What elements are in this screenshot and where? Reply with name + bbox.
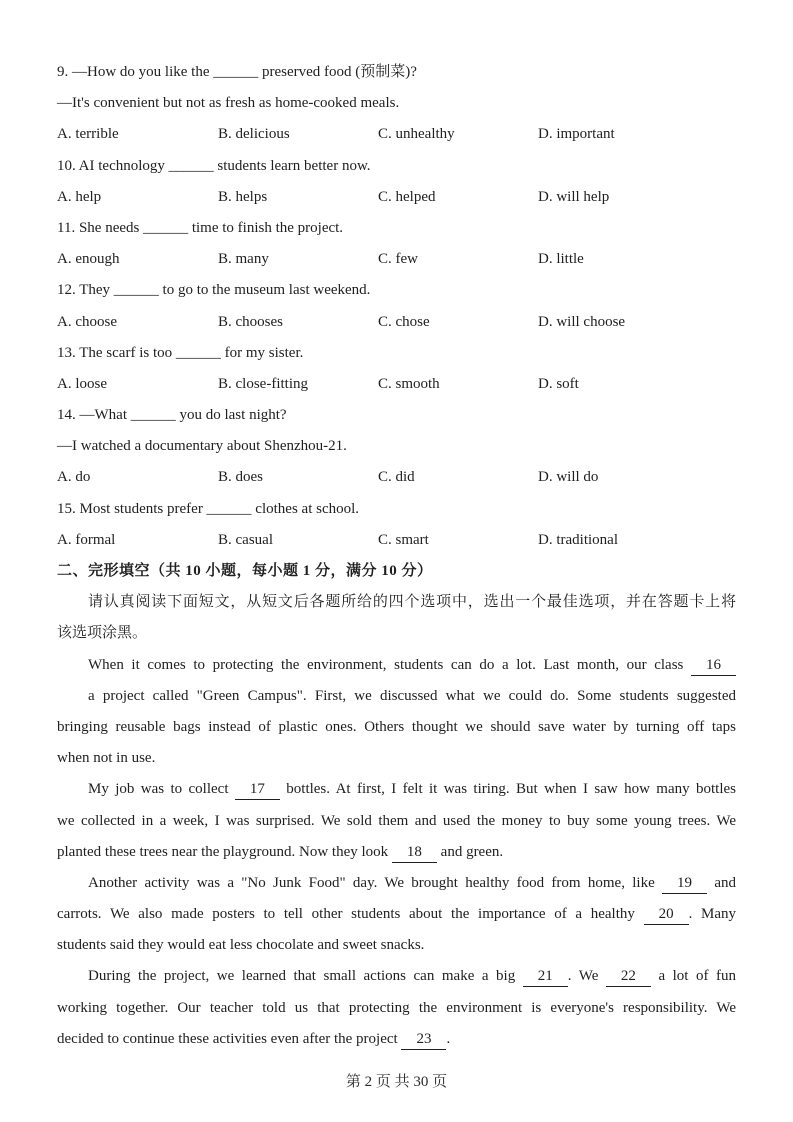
question-13-option-b: B. close-fitting (218, 375, 308, 392)
multiple-choice-section (57, 57, 736, 556)
question-14-option-c: C. did (378, 469, 415, 486)
numbered-blank-17: 17 (235, 780, 280, 800)
passage-line: decided to continue these activities even after the project 23 . (57, 1024, 736, 1055)
question-15-stem: 15. Most students prefer ______ clothes at school. (57, 500, 360, 517)
numbered-blank-16: 16 (691, 656, 736, 676)
question-14-response: —I watched a documentary about Shenzhou-21. (57, 438, 347, 455)
numbered-blank-23: 23 (401, 1030, 446, 1050)
question-14-stem: 14. —What ______ you do last night? (57, 407, 287, 424)
question-9-option-a: A. terrible (57, 126, 119, 143)
question-15-option-b: B. casual (218, 531, 273, 548)
passage-line: we collected in a week, I was surprised. We sold them and used the money to buy some young trees. We (57, 812, 736, 829)
question-12-option-b: B. chooses (218, 313, 283, 330)
question-15-options (57, 525, 736, 556)
question-10-options (57, 182, 736, 213)
question-9-response: —It's convenient but not as fresh as home-cooked meals. (57, 95, 400, 112)
question-14-option-d: D. will do (538, 469, 599, 486)
question-11-option-b: B. many (218, 251, 269, 268)
question-14-option-a: A. do (57, 469, 91, 486)
passage-line: carrots. We also made posters to tell other students about the importance of a healthy 20 . Many (57, 899, 736, 930)
cloze-passage (57, 650, 736, 1055)
passage-line: When it comes to protecting the environment, students can do a lot. Last month, our class 16 (57, 650, 736, 681)
passage-line: planted these trees near the playground. Now they look 18 and green. (57, 837, 736, 868)
question-13-option-a: A. loose (57, 375, 107, 392)
question-11-options (57, 244, 736, 275)
cloze-section-title: 二、完形填空（共 10 小题，每小题 1 分，满分 10 分） (57, 563, 433, 579)
question-10-option-b: B. helps (218, 188, 268, 205)
question-9-options (57, 119, 736, 150)
question-11-option-c: C. few (378, 251, 418, 268)
question-10-stem: 10. AI technology ______ students learn better now. (57, 157, 371, 174)
question-15-option-d: D. traditional (538, 531, 618, 548)
question-12-option-d: D. will choose (538, 313, 626, 330)
question-14-option-b: B. does (218, 469, 263, 486)
question-11-option-d: D. little (538, 251, 584, 268)
question-11-stem: 11. She needs ______ time to finish the project. (57, 219, 344, 236)
question-10-option-a: A. help (57, 188, 102, 205)
question-12-options (57, 307, 736, 338)
question-12-option-c: C. chose (378, 313, 430, 330)
passage-line: when not in use. (57, 750, 156, 767)
numbered-blank-18: 18 (392, 843, 437, 863)
question-9-stem: 9. —How do you like the ______ preserved food (预制菜)? (57, 64, 417, 80)
passage-line: During the project, we learned that small actions can make a big 21 . We 22 a lot of fun (57, 961, 736, 992)
question-13-option-c: C. smooth (378, 375, 440, 392)
question-11-option-a: A. enough (57, 251, 120, 268)
question-10-option-d: D. will help (538, 188, 610, 205)
numbered-blank-21: 21 (523, 967, 568, 987)
passage-line: a project called "Green Campus". First, we discussed what we could do. Some students suggested (88, 687, 736, 704)
question-13-option-d: D. soft (538, 375, 579, 392)
question-9-option-c: C. unhealthy (378, 126, 455, 143)
question-15-option-a: A. formal (57, 531, 116, 548)
question-13-stem: 13. The scarf is too ______ for my sister. (57, 344, 304, 361)
question-10-option-c: C. helped (378, 188, 436, 205)
passage-line: Another activity was a "No Junk Food" day. We brought healthy food from home, like 19 and (57, 868, 736, 899)
question-12-option-a: A. choose (57, 313, 117, 330)
instruction-line: 该选项涂黑。 (57, 625, 148, 642)
question-9-option-b: B. delicious (218, 126, 290, 143)
numbered-blank-20: 20 (644, 905, 689, 925)
page-number-footer: 第 2 页 共 30 页 (345, 1074, 448, 1090)
cloze-instructions (57, 587, 736, 649)
question-13-options (57, 369, 736, 400)
passage-line: My job was to collect 17 bottles. At first, I felt it was tiring. But when I saw how many bottles (57, 774, 736, 805)
instruction-line: 请认真阅读下面短文，从短文后各题所给的四个选项中，选出一个最佳选项，并在答题卡上将 (88, 594, 736, 611)
numbered-blank-19: 19 (662, 874, 707, 894)
numbered-blank-22: 22 (606, 967, 651, 987)
passage-line: students said they would eat less chocolate and sweet snacks. (57, 937, 425, 954)
passage-line: bringing reusable bags instead of plastic ones. Others thought we should save water by turning off taps (57, 718, 736, 735)
question-15-option-c: C. smart (378, 531, 429, 548)
question-12-stem: 12. They ______ to go to the museum last weekend. (57, 282, 371, 299)
question-14-options (57, 462, 736, 493)
passage-line: working together. Our teacher told us that protecting the environment is everyone's responsibility. We (57, 999, 736, 1016)
question-9-option-d: D. important (538, 126, 615, 143)
